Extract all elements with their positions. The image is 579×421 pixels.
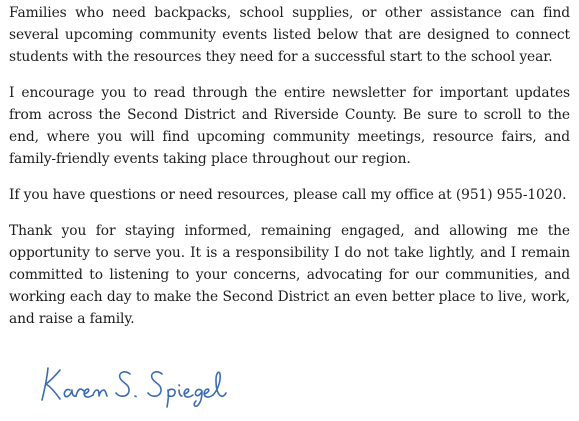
paragraph-closing: Thank you for staying informed, remaining engaged, and allowing me the opportunity to serve you. It is a responsibility I do not take lightly, and I remain committed to listening to your concerns, advocating for our communities, and working each day to make the Second District an even better place to live, work, and raise a family. <box>9 223 570 327</box>
newsletter-letter-body <box>9 2 570 344</box>
paragraph-contact: If you have questions or need resources, please call my office at (951) 955-1020. <box>9 187 567 203</box>
handwritten-signature <box>38 360 248 408</box>
paragraph-resources: Families who need backpacks, school supplies, or other assistance can find several upcoming community events listed below that are designed to connect students with the resources they need for a successful start to the school year. <box>9 5 570 65</box>
paragraph-newsletter: I encourage you to read through the entire newsletter for important updates from across the Second District and Riverside County. Be sure to scroll to the end, where you will find upcoming community meetings, resource fairs, and family-friendly events taking place throughout our region. <box>9 85 570 167</box>
